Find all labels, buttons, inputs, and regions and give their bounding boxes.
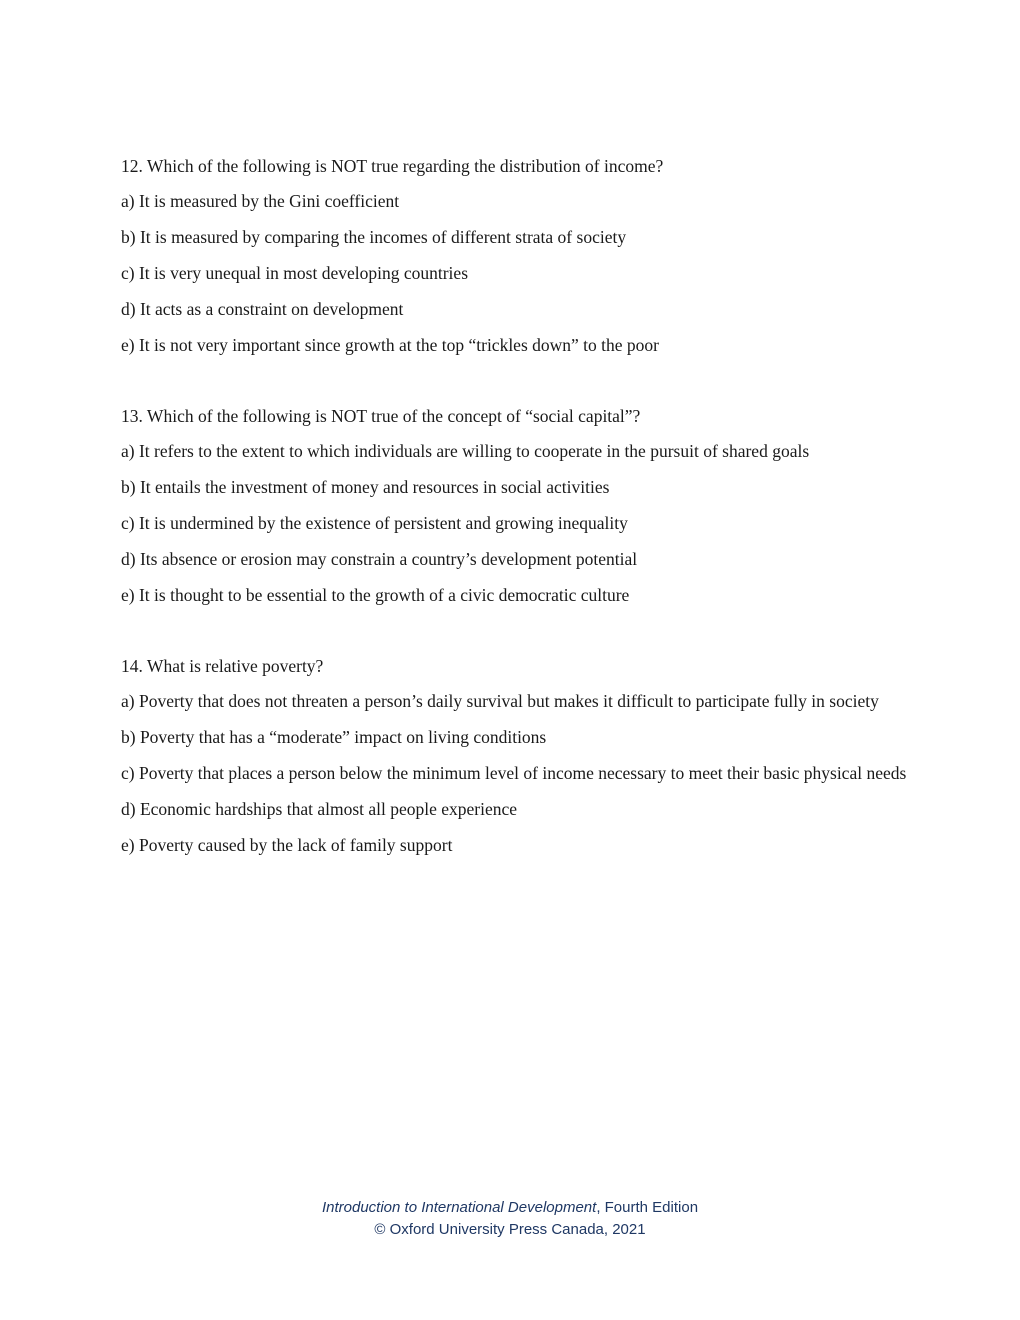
question-stem: 13. Which of the following is NOT true of the concept of “social capital”?: [121, 406, 641, 426]
option-a: a) It is measured by the Gini coefficient: [121, 191, 400, 211]
option-b: b) Poverty that has a “moderate” impact on living conditions: [121, 727, 547, 747]
footer-book-title: Introduction to International Development: [321, 1199, 597, 1216]
option-a: a) It refers to the extent to which individuals are willing to cooperate in the pursuit of shared goals: [121, 441, 810, 461]
option-b: b) It entails the investment of money and resources in social activities: [121, 477, 610, 497]
option-e: e) It is thought to be essential to the growth of a civic democratic culture: [121, 585, 630, 605]
option-b: b) It is measured by comparing the incomes of different strata of society: [121, 227, 627, 247]
question-12: [121, 155, 911, 357]
option-d: d) It acts as a constraint on development: [121, 299, 404, 319]
footer-book-line: [0, 1197, 1020, 1219]
footer-copyright: © Oxford University Press Canada, 2021: [374, 1221, 646, 1238]
page-footer: [0, 1197, 1020, 1241]
option-d: d) Economic hardships that almost all people experience: [121, 799, 518, 819]
footer-edition: , Fourth Edition: [596, 1199, 699, 1216]
question-14: [121, 655, 911, 857]
option-a: a) Poverty that does not threaten a person’s daily survival but makes it difficult to participate fully in society: [121, 691, 879, 711]
question-list: [121, 155, 911, 857]
option-e: e) It is not very important since growth at the top “trickles down” to the poor: [121, 335, 659, 355]
option-c: c) It is undermined by the existence of persistent and growing inequality: [121, 513, 628, 533]
option-c: c) It is very unequal in most developing countries: [121, 263, 469, 283]
question-13: [121, 405, 911, 607]
question-stem: 12. Which of the following is NOT true regarding the distribution of income?: [121, 156, 664, 176]
option-e: e) Poverty caused by the lack of family support: [121, 835, 453, 855]
question-stem: 14. What is relative poverty?: [121, 656, 324, 676]
option-d: d) Its absence or erosion may constrain a country’s development potential: [121, 549, 638, 569]
option-c: c) Poverty that places a person below the minimum level of income necessary to meet their basic physical needs: [121, 763, 907, 783]
